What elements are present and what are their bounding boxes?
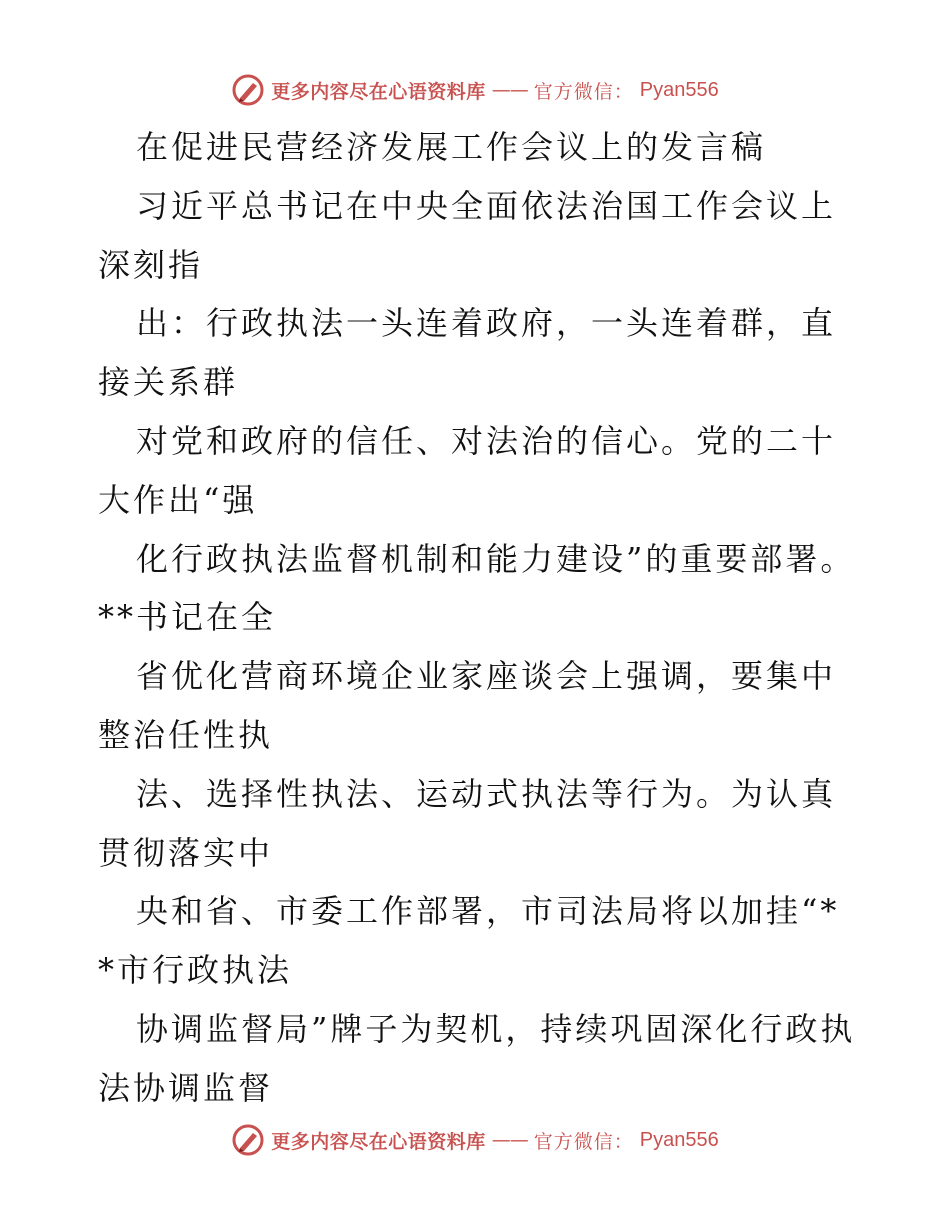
paragraph: 协调监督局”牌子为契机，持续巩固深化行政执法协调监督 (98, 1009, 856, 1107)
paragraph: 对党和政府的信任、对法治的信心。党的二十大作出“强 (98, 421, 837, 519)
paragraph: 习近平总书记在中央全面依法治国工作会议上深刻指 (98, 186, 837, 284)
pen-in-circle-logo-icon (231, 73, 265, 107)
pen-in-circle-logo-icon (231, 1123, 265, 1157)
watermark-brand: 更多内容尽在心语资料库 (271, 80, 486, 103)
footer-watermark (0, 1120, 950, 1160)
watermark-separator: —— (491, 79, 528, 101)
paragraph: 省优化营商环境企业家座谈会上强调，要集中整治任性执 (98, 657, 837, 754)
watermark-brand: 更多内容尽在心语资料库 (271, 1130, 486, 1153)
paragraph: 法、选择性执法、运动式执法等行为。为认真贯彻落实中 (98, 774, 837, 872)
document-body (98, 118, 858, 1118)
watermark-wechat-label: 官方微信： (533, 1130, 634, 1153)
watermark-wechat-id: Pyan556 (639, 1128, 719, 1151)
document-title: 在促进民营经济发展工作会议上的发言稿 (136, 128, 767, 166)
paragraph: 央和省、市委工作部署，市司法局将以加挂“**市行政执法 (98, 892, 840, 990)
paragraph: 化行政执法监督机制和能力建设”的重要部署。**书记在全 (98, 539, 856, 637)
paragraph: 出：行政执法一头连着政府，一头连着群，直接关系群 (98, 304, 837, 402)
watermark-wechat-id: Pyan556 (639, 78, 719, 101)
watermark-separator: —— (491, 1129, 528, 1151)
watermark-wechat-label: 官方微信： (533, 80, 634, 103)
header-watermark (0, 70, 950, 110)
